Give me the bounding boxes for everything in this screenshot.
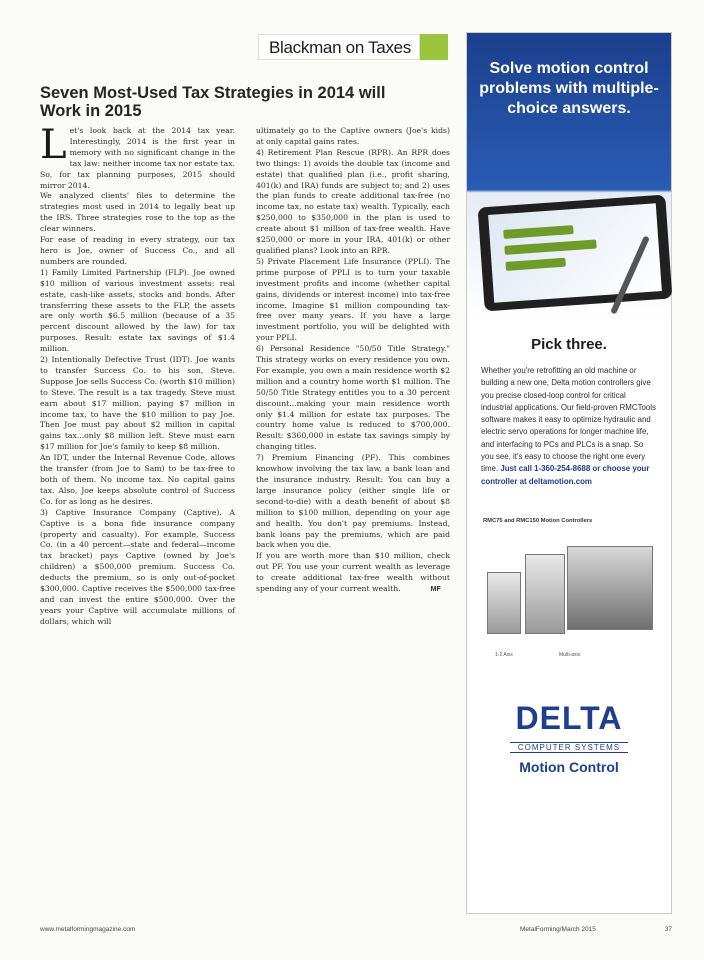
delta-logo[interactable] xyxy=(467,700,671,775)
article-title: Seven Most-Used Tax Strategies in 2014 will Work in 2015 xyxy=(40,84,386,120)
drop-cap: L xyxy=(40,122,67,168)
article-column-2 xyxy=(256,126,450,596)
product-caption: RMC75 and RMC150 Motion Controllers xyxy=(483,517,593,524)
footer-info xyxy=(520,926,672,933)
page-number: 37 xyxy=(664,926,672,933)
paragraph: 5) Private Placement Life Insurance (PPLI). The prime purpose of PPLI is to turn your taxable investment profits and income (whether capital gains, dividends or interest income) into tax-free income. Imagine $1 million compounding tax-free over many years. If you have a large investment portfolio, you will be delighted with your PPLI. xyxy=(256,256,450,343)
paragraph: An IDT, under the Internal Revenue Code, allows the transfer (from Joe to Sam) to be tax-free to both of them. No income tax. No capital gains tax. Also, Joe keeps absolute control of Success Co. for as long as he desires. xyxy=(40,453,235,506)
label-large: Multi-axis xyxy=(559,651,581,658)
paragraph: ultimately go to the Captive owners (Joe's kids) at only capital gains rates. xyxy=(256,126,450,146)
paragraph: 7) Premium Financing (PF). This combines knowhow involving the tax law, a bank loan and the insurance industry. Result: You can buy a large insurance policy (either single life or second-to-die) with a death benefit of about $8 million to $100 million, depending on your age and health. You don't pay premiums. Instead, bank loans pay the premiums, which are paid back when you die. xyxy=(256,453,450,550)
checklist-line xyxy=(505,258,565,271)
advertisement[interactable] xyxy=(466,32,672,914)
paragraph: 6) Personal Residence "50/50 Title Strategy." This strategy works on every residence you own. For example, you own a main residence worth $2 million and a country home worth $1 million. The 50/50 Title Strategy entitles you to a 30 percent discount...making your main residence worth only $1.4 million for estate tax purposes. The country home value is reduced to $700,000. Result: $360,000 in estate tax savings simply by changing titles. xyxy=(256,344,450,452)
tablet-illustration xyxy=(478,195,673,312)
paragraph: et's look back at the 2014 tax year. Interestingly, 2014 is the first year in memory with no significant change in the tax law: neither income tax nor estate tax. So, for tax planning purposes, 2015 should mirror 2014. xyxy=(40,126,235,190)
brand-subtitle: COMPUTER SYSTEMS xyxy=(510,742,628,753)
paragraph xyxy=(256,551,450,596)
ad-hero xyxy=(467,33,671,318)
label-small: 1-2 Axis xyxy=(495,651,513,658)
brand-name: DELTA xyxy=(515,699,623,736)
ad-body xyxy=(467,353,671,488)
paragraph: 3) Captive Insurance Company (Captive). A Captive is a bona fide insurance company (property and casualty). For example, Success Co. (in a 40 percent—state and federal—income tax bracket) pays Captive (owned by Joe's children) a $500,000 premium. Success Co. deducts the premium, so is only out-of-pocket $300,000. Captive receives the $500,000 tax-free and can invest the entire $500,000. Over the years your Captive will accumulate millions of dollars, which will xyxy=(40,507,235,626)
product-image xyxy=(479,532,659,652)
paragraph: 1) Family Limited Partnership (FLP). Joe owned $10 million of various investment assets: real estate, cash-like assets, stocks and bonds. After transferring these assets to the FLP, the assets are only worth $6.5 million (because of a 35 percent discount allowed by the law) for tax purposes. Result: estate tax savings of $1.4 million. xyxy=(40,267,235,354)
checklist-line xyxy=(503,225,573,239)
section-title: Blackman on Taxes xyxy=(258,34,420,60)
paragraph: For ease of reading in every strategy, our tax hero is Joe, owner of Success Co., and all numbers are rounded. xyxy=(40,235,235,266)
controller-small xyxy=(487,572,521,634)
ad-subhead: Pick three. xyxy=(531,336,607,353)
section-header xyxy=(214,34,448,60)
section-accent-block xyxy=(420,34,448,60)
paragraph: 2) Intentionally Defective Trust (IDT). Joe wants to transfer Success Co. to his son, Steve. Suppose Joe sells Success Co. (worth $10 million) to Steve. The result is a tax tragedy. Steve must earn about $17 million, paying $7 million in income tax, to have the $10 million to pay Joe. Then Joe must pay about $2 million in capital gains tax...only $8 million left. Steve must earn $17 million for Joe's family to keep $8 million. xyxy=(40,355,235,452)
article-column-1 xyxy=(40,122,235,628)
controller-module xyxy=(525,554,565,634)
ad-cta-link[interactable]: Just call 1-360-254-8688 or choose your controller at deltamotion.com xyxy=(481,464,650,486)
end-mark: MF xyxy=(430,586,441,594)
paragraph: 4) Retirement Plan Rescue (RPR). An RPR does two things: 1) avoids the double tax (income and estate) that qualified plan (i.e., profit sharing, 401(k) and IRA) funds are subject to; and 2) uses the plan funds to create additional tax-free (no income tax, no estate tax) wealth. Typically, each $250,000 to $350,000 in the plan is used to create about $1 million of tax-free wealth. Have $250,000 or more in your IRA, 401(k) or other qualified plans? Look into an RPR. xyxy=(256,147,450,255)
paragraph: We analyzed clients' files to determine the strategies most used in 2014 to legally beat up the IRS. Three strategies rose to the top as the clear winners. xyxy=(40,191,235,234)
ad-headline: Solve motion control problems with multiple-choice answers. xyxy=(479,60,659,117)
ad-body-text: Whether you're retrofitting an old machine or building a new one, Delta motion controllers give you precise closed-loop control for critical industrial applications. Our field-proven RMCTools software makes it easy to optimize hydraulic and electric servo operations for longer machine life, and interfacing to PCs and PLCs is a snap. So you see, it's easy to choose the right one every time. xyxy=(481,366,656,474)
controller-rack xyxy=(567,546,653,630)
brand-tagline: Motion Control xyxy=(519,758,619,775)
checklist-line xyxy=(504,239,596,254)
footer-url[interactable]: www.metalformingmagazine.com xyxy=(40,926,136,933)
product-labels xyxy=(467,652,671,662)
footer-issue: MetalForming/March 2015 xyxy=(520,926,596,933)
paragraph-text: If you are worth more than $10 million, check out PF. You use your current wealth as leverage to create additional tax-free wealth without spending any of your current wealth. xyxy=(256,551,450,594)
